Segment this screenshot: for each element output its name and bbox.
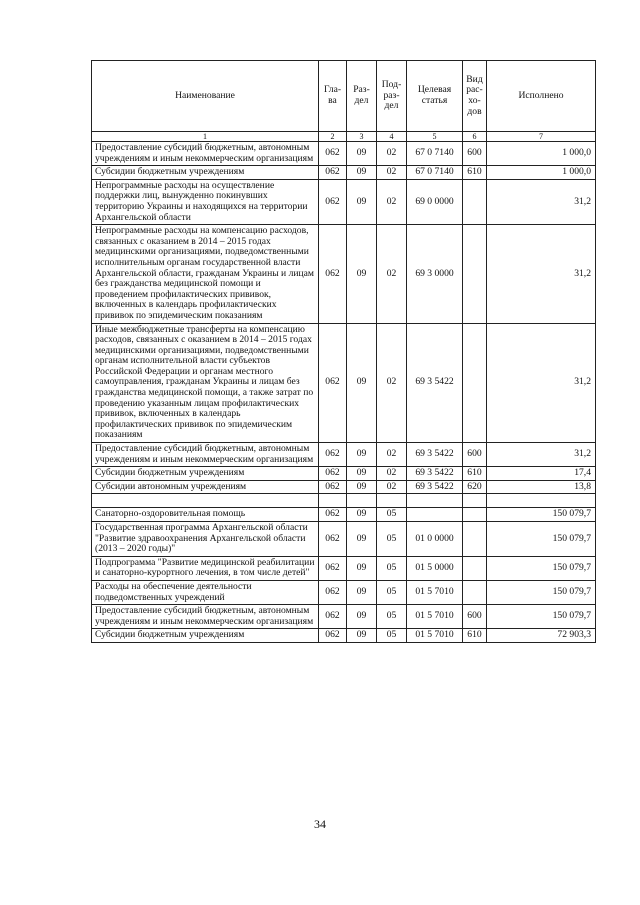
table-row (92, 580, 596, 604)
cell-glava: 062 (319, 605, 347, 629)
cell-podrazdel: 02 (377, 142, 407, 166)
cell-vid (463, 323, 487, 443)
column-number: 1 (92, 132, 319, 142)
cell-razdel: 09 (347, 629, 377, 643)
cell-statya (407, 508, 463, 522)
cell-statya: 01 5 7010 (407, 580, 463, 604)
header-name: Наименование (92, 61, 319, 132)
table-row (92, 443, 596, 467)
budget-table (91, 60, 596, 643)
cell-name: Субсидии бюджетным учреждениям (92, 467, 319, 481)
cell-name: Субсидии бюджетным учреждениям (92, 629, 319, 643)
cell-vid: 600 (463, 605, 487, 629)
header-razdel: Раз- дел (347, 61, 377, 132)
cell-razdel: 09 (347, 605, 377, 629)
cell-podrazdel: 02 (377, 179, 407, 224)
table-row (92, 467, 596, 481)
cell-razdel: 09 (347, 480, 377, 494)
cell-glava: 062 (319, 522, 347, 557)
cell-amount: 150 079,7 (487, 556, 596, 580)
column-number: 4 (377, 132, 407, 142)
spacer-row (92, 494, 596, 508)
cell-razdel: 09 (347, 580, 377, 604)
cell-podrazdel (377, 494, 407, 508)
cell-glava: 062 (319, 467, 347, 481)
cell-amount: 17,4 (487, 467, 596, 481)
cell-name: Субсидии бюджетным учреждениям (92, 166, 319, 180)
cell-razdel: 09 (347, 467, 377, 481)
table-body (92, 142, 596, 643)
cell-podrazdel: 05 (377, 508, 407, 522)
cell-statya: 69 3 5422 (407, 443, 463, 467)
cell-statya: 69 3 5422 (407, 467, 463, 481)
cell-amount: 31,2 (487, 179, 596, 224)
cell-amount: 150 079,7 (487, 508, 596, 522)
cell-name: Расходы на обеспечение деятельности подведомственных учреждений (92, 580, 319, 604)
cell-podrazdel: 05 (377, 605, 407, 629)
cell-statya: 69 3 5422 (407, 480, 463, 494)
cell-podrazdel: 02 (377, 225, 407, 323)
cell-statya: 01 0 0000 (407, 522, 463, 557)
header-row (92, 61, 596, 132)
cell-amount (487, 494, 596, 508)
cell-vid: 600 (463, 142, 487, 166)
cell-statya: 69 3 5422 (407, 323, 463, 443)
cell-glava: 062 (319, 480, 347, 494)
cell-name (92, 494, 319, 508)
cell-statya: 01 5 7010 (407, 605, 463, 629)
cell-podrazdel: 02 (377, 480, 407, 494)
table-row (92, 480, 596, 494)
table-row (92, 225, 596, 323)
cell-name: Подпрограмма "Развитие медицинской реабилитации и санаторно-курортного лечения, в том числе детей" (92, 556, 319, 580)
table-row (92, 166, 596, 180)
cell-glava: 062 (319, 443, 347, 467)
cell-razdel: 09 (347, 323, 377, 443)
column-number: 7 (487, 132, 596, 142)
cell-vid (463, 580, 487, 604)
cell-vid: 610 (463, 629, 487, 643)
header-glava: Гла- ва (319, 61, 347, 132)
cell-razdel: 09 (347, 556, 377, 580)
cell-statya: 69 3 0000 (407, 225, 463, 323)
cell-amount: 1 000,0 (487, 166, 596, 180)
cell-amount: 150 079,7 (487, 605, 596, 629)
document-page (91, 60, 595, 643)
cell-statya: 69 0 0000 (407, 179, 463, 224)
cell-statya: 67 0 7140 (407, 166, 463, 180)
cell-vid (463, 522, 487, 557)
cell-podrazdel: 02 (377, 443, 407, 467)
cell-glava (319, 494, 347, 508)
cell-vid (463, 494, 487, 508)
cell-razdel: 09 (347, 508, 377, 522)
column-numbers-row (92, 132, 596, 142)
cell-razdel: 09 (347, 225, 377, 323)
cell-razdel: 09 (347, 443, 377, 467)
cell-amount: 31,2 (487, 225, 596, 323)
cell-name: Предоставление субсидий бюджетным, автономным учреждениям и иным некоммерческим организациям (92, 142, 319, 166)
page-number: 34 (314, 817, 326, 831)
cell-vid (463, 225, 487, 323)
cell-amount: 72 903,3 (487, 629, 596, 643)
cell-podrazdel: 02 (377, 467, 407, 481)
cell-name: Предоставление субсидий бюджетным, автономным учреждениям и иным некоммерческим организациям (92, 605, 319, 629)
cell-vid: 610 (463, 467, 487, 481)
cell-vid (463, 556, 487, 580)
table-row (92, 605, 596, 629)
cell-glava: 062 (319, 508, 347, 522)
cell-glava: 062 (319, 166, 347, 180)
cell-glava: 062 (319, 556, 347, 580)
cell-glava: 062 (319, 629, 347, 643)
cell-name: Непрограммные расходы на осуществление поддержки лиц, вынужденно покинувших территорию Украины и находящихся на территории Архангельской области (92, 179, 319, 224)
cell-name: Государственная программа Архангельской области "Развитие здравоохранения Архангельской области (2013 – 2020 годы)" (92, 522, 319, 557)
table-row (92, 629, 596, 643)
cell-vid (463, 508, 487, 522)
cell-podrazdel: 02 (377, 166, 407, 180)
cell-statya: 01 5 7010 (407, 629, 463, 643)
cell-amount: 150 079,7 (487, 580, 596, 604)
column-number: 5 (407, 132, 463, 142)
cell-name: Иные межбюджетные трансферты на компенсацию расходов, связанных с оказанием в 2014 – 2015 годах медицинскими организациями, подведомственными органам исполнительной власти субъектов Российской Федерации и органам местного самоуправления, гражданам Украины и лицам без гражданства медицинской помощи, а также затрат по проведению указанным лицам профилактических прививок, включенных в календарь профилактических прививок по эпидемическим показаниям (92, 323, 319, 443)
cell-glava: 062 (319, 323, 347, 443)
table-row (92, 522, 596, 557)
cell-podrazdel: 05 (377, 629, 407, 643)
cell-razdel: 09 (347, 166, 377, 180)
table-row (92, 323, 596, 443)
table-row (92, 556, 596, 580)
cell-name: Непрограммные расходы на компенсацию расходов, связанных с оказанием в 2014 – 2015 годах медицинскими организациями, подведомственными исполнительным органам государственной власти Архангельской области, гражданам Украины и лицам без гражданства медицинской помощи и проведением профилактических прививок, включенных в календарь профилактических прививок по эпидемическим показаниям (92, 225, 319, 323)
cell-glava: 062 (319, 580, 347, 604)
cell-name: Санаторно-оздоровительная помощь (92, 508, 319, 522)
cell-razdel: 09 (347, 179, 377, 224)
cell-glava: 062 (319, 142, 347, 166)
cell-vid: 610 (463, 166, 487, 180)
cell-razdel: 09 (347, 142, 377, 166)
cell-podrazdel: 05 (377, 580, 407, 604)
cell-statya: 01 5 0000 (407, 556, 463, 580)
cell-razdel (347, 494, 377, 508)
table-row (92, 179, 596, 224)
table-row (92, 142, 596, 166)
cell-podrazdel: 05 (377, 556, 407, 580)
table-row (92, 508, 596, 522)
column-number: 3 (347, 132, 377, 142)
cell-name: Субсидии автономным учреждениям (92, 480, 319, 494)
header-podrazdel: Под- раз- дел (377, 61, 407, 132)
header-amount: Исполнено (487, 61, 596, 132)
cell-amount: 13,8 (487, 480, 596, 494)
cell-glava: 062 (319, 225, 347, 323)
cell-podrazdel: 05 (377, 522, 407, 557)
cell-vid (463, 179, 487, 224)
cell-glava: 062 (319, 179, 347, 224)
cell-amount: 31,2 (487, 443, 596, 467)
cell-amount: 1 000,0 (487, 142, 596, 166)
header-statya: Целевая статья (407, 61, 463, 132)
cell-name: Предоставление субсидий бюджетным, автономным учреждениям и иным некоммерческим организациям (92, 443, 319, 467)
cell-podrazdel: 02 (377, 323, 407, 443)
cell-vid: 620 (463, 480, 487, 494)
column-number: 2 (319, 132, 347, 142)
cell-razdel: 09 (347, 522, 377, 557)
cell-statya (407, 494, 463, 508)
header-vid: Вид рас- хо- дов (463, 61, 487, 132)
cell-amount: 31,2 (487, 323, 596, 443)
cell-amount: 150 079,7 (487, 522, 596, 557)
column-number: 6 (463, 132, 487, 142)
cell-vid: 600 (463, 443, 487, 467)
cell-statya: 67 0 7140 (407, 142, 463, 166)
